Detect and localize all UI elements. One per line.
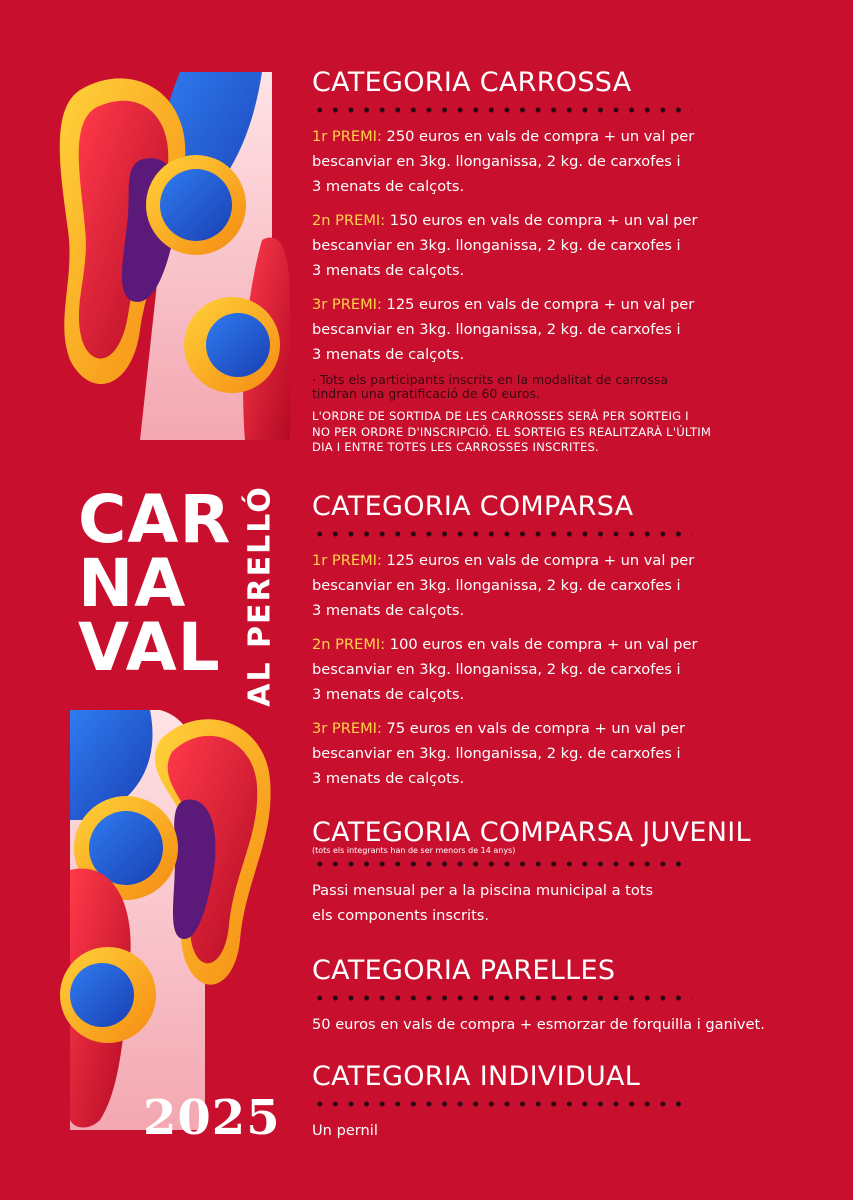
- juvenil-prize: Passi mensual per a la piscina municipal a tots els components inscrits.: [312, 882, 654, 924]
- section-individual: [312, 1060, 842, 1143]
- brand-line-2: NA: [78, 545, 187, 622]
- prize-label: 1r PREMI:: [312, 552, 382, 569]
- section-title: CATEGORIA INDIVIDUAL: [312, 1061, 641, 1092]
- prize-label: 1r PREMI:: [312, 128, 382, 145]
- individual-prize: Un pernil: [312, 1122, 378, 1139]
- gratification-note: · Tots els participants inscrits en la modalitat de carrossa tindran una gratificació de 60 euros.: [312, 372, 669, 401]
- section-title: CATEGORIA COMPARSA JUVENIL: [312, 817, 751, 848]
- section-juvenil: [312, 816, 842, 928]
- prize-label: 3r PREMI:: [312, 720, 382, 737]
- brand-line-1: CAR: [78, 481, 232, 558]
- prize-label: 2n PREMI:: [312, 212, 386, 229]
- prize-item: 1r PREMI: 250 euros en vals de compra + un val per bescanviar en 3kg. llonganissa, 2 kg. de carxofes i 3 menats de calçots.: [312, 128, 695, 195]
- section-title: CATEGORIA COMPARSA: [312, 491, 634, 522]
- section-comparsa: [312, 490, 842, 800]
- prize-label: 2n PREMI:: [312, 636, 386, 653]
- dotted-divider: [312, 530, 692, 538]
- age-note: (tots els integrants han de ser menors de 14 anys): [312, 846, 516, 855]
- dotted-divider: [312, 106, 692, 114]
- prize-item: 3r PREMI: 75 euros en vals de compra + un val per bescanviar en 3kg. llonganissa, 2 kg. de carxofes i 3 menats de calçots.: [312, 720, 685, 787]
- year-label: 2025: [143, 1090, 281, 1146]
- section-title: CATEGORIA PARELLES: [312, 955, 616, 986]
- prize-label: 3r PREMI:: [312, 296, 382, 313]
- order-rule: L'ORDRE DE SORTIDA DE LES CARROSSES SERÀ PER SORTEIG I NO PER ORDRE D'INSCRIPCIÓ. EL SORTEIG ES REALITZARÀ L'ÚLTIM DIA I ENTRE TOTES LES CARROSSES INSCRITES.: [312, 409, 712, 454]
- brand-line-3: VAL: [78, 609, 221, 686]
- dotted-divider: [312, 994, 692, 1002]
- dotted-divider: [312, 1100, 692, 1108]
- prize-item: 3r PREMI: 125 euros en vals de compra + un val per bescanviar en 3kg. llonganissa, 2 kg. de carxofes i 3 menats de calçots.: [312, 296, 695, 363]
- prize-item: 2n PREMI: 100 euros en vals de compra + un val per bescanviar en 3kg. llonganissa, 2 kg. de carxofes i 3 menats de calçots.: [312, 636, 698, 703]
- brand-subtitle-wrap: [235, 476, 285, 716]
- brand-subtitle: AL PERELLÓ: [242, 485, 278, 707]
- artwork-bottom: [60, 710, 271, 1130]
- parelles-prize: 50 euros en vals de compra + esmorzar de forquilla i ganivet.: [312, 1016, 765, 1033]
- section-carrossa: [312, 66, 842, 456]
- dotted-divider: [312, 860, 692, 868]
- prize-item: 2n PREMI: 150 euros en vals de compra + un val per bescanviar en 3kg. llonganissa, 2 kg. de carxofes i 3 menats de calçots.: [312, 212, 698, 279]
- section-parelles: [312, 954, 842, 1037]
- prize-item: 1r PREMI: 125 euros en vals de compra + un val per bescanviar en 3kg. llonganissa, 2 kg. de carxofes i 3 menats de calçots.: [312, 552, 695, 619]
- section-title: CATEGORIA CARROSSA: [312, 67, 632, 98]
- artwork-top: [60, 72, 290, 440]
